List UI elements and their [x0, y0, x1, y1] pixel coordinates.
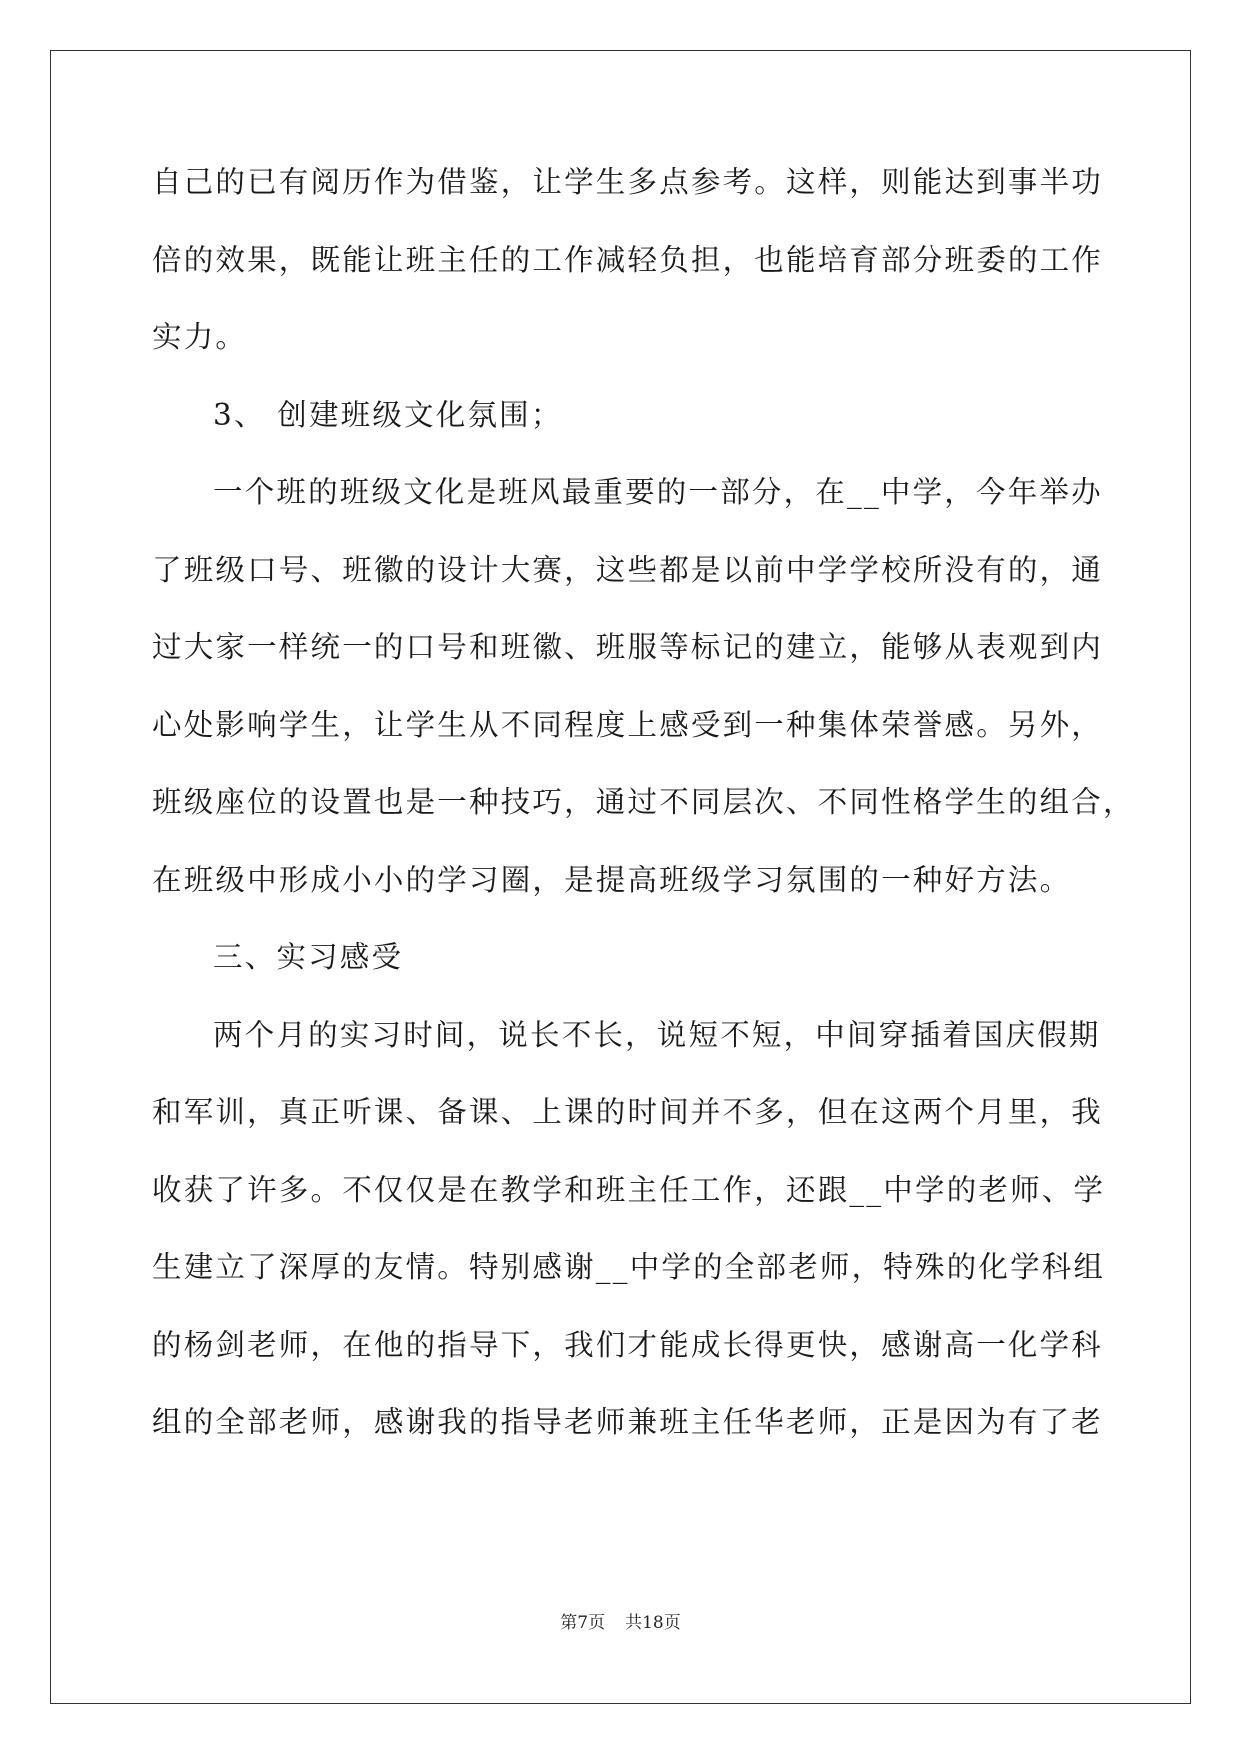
section-heading: 三、实习感受: [213, 940, 404, 974]
text-line: 在班级中形成小小的学习圈，是提高班级学习氛围的一种好方法。: [152, 862, 1072, 897]
text-line: 倍的效果，既能让班主任的工作减轻负担，也能培育部分班委的工作: [152, 242, 1104, 277]
text-line: 实力。: [152, 320, 248, 354]
text-line: 了班级口号、班徽的设计大赛，这些都是以前中学学校所没有的，通: [152, 552, 1104, 587]
text-line: 生建立了深厚的友情。特别感谢__中学的全部老师，特殊的化学科组: [152, 1250, 1106, 1284]
section-heading: 3、 创建班级文化氛围；: [213, 397, 563, 432]
text-line: 和军训，真正听课、备课、上课的时间并不多，但在这两个月里，我: [152, 1095, 1104, 1129]
page-number-current: 第7页: [560, 1613, 606, 1633]
text-line: 自己的已有阅历作为借鉴，让学生多点参考。这样，则能达到事半功: [152, 165, 1104, 199]
text-line: 组的全部老师，感谢我的指导老师兼班主任华老师，正是因为有了老: [152, 1405, 1104, 1439]
page-number-total: 共18页: [625, 1613, 681, 1633]
text-line: 过大家一样统一的口号和班徽、班服等标记的建立，能够从表观到内: [152, 630, 1104, 664]
paragraph-start-line: 两个月的实习时间，说长不长，说短不短，中间穿插着国庆假期: [213, 1017, 1101, 1052]
paragraph-start-line: 一个班的班级文化是班风最重要的一部分，在__中学，今年举办: [213, 475, 1103, 509]
page-footer: [0, 1608, 1241, 1633]
text-line: 收获了许多。不仅仅是在教学和班主任工作，还跟__中学的老师、学: [152, 1172, 1106, 1207]
text-line: 心处影响学生，让学生从不同程度上感受到一种集体荣誉感。另外，: [152, 707, 1104, 742]
text-line: 班级座位的设置也是一种技巧，通过不同层次、不同性格学生的组合，: [152, 785, 1135, 819]
text-line: 的杨剑老师，在他的指导下，我们才能成长得更快，感谢高一化学科: [152, 1327, 1104, 1362]
document-body: [152, 160, 1135, 1478]
